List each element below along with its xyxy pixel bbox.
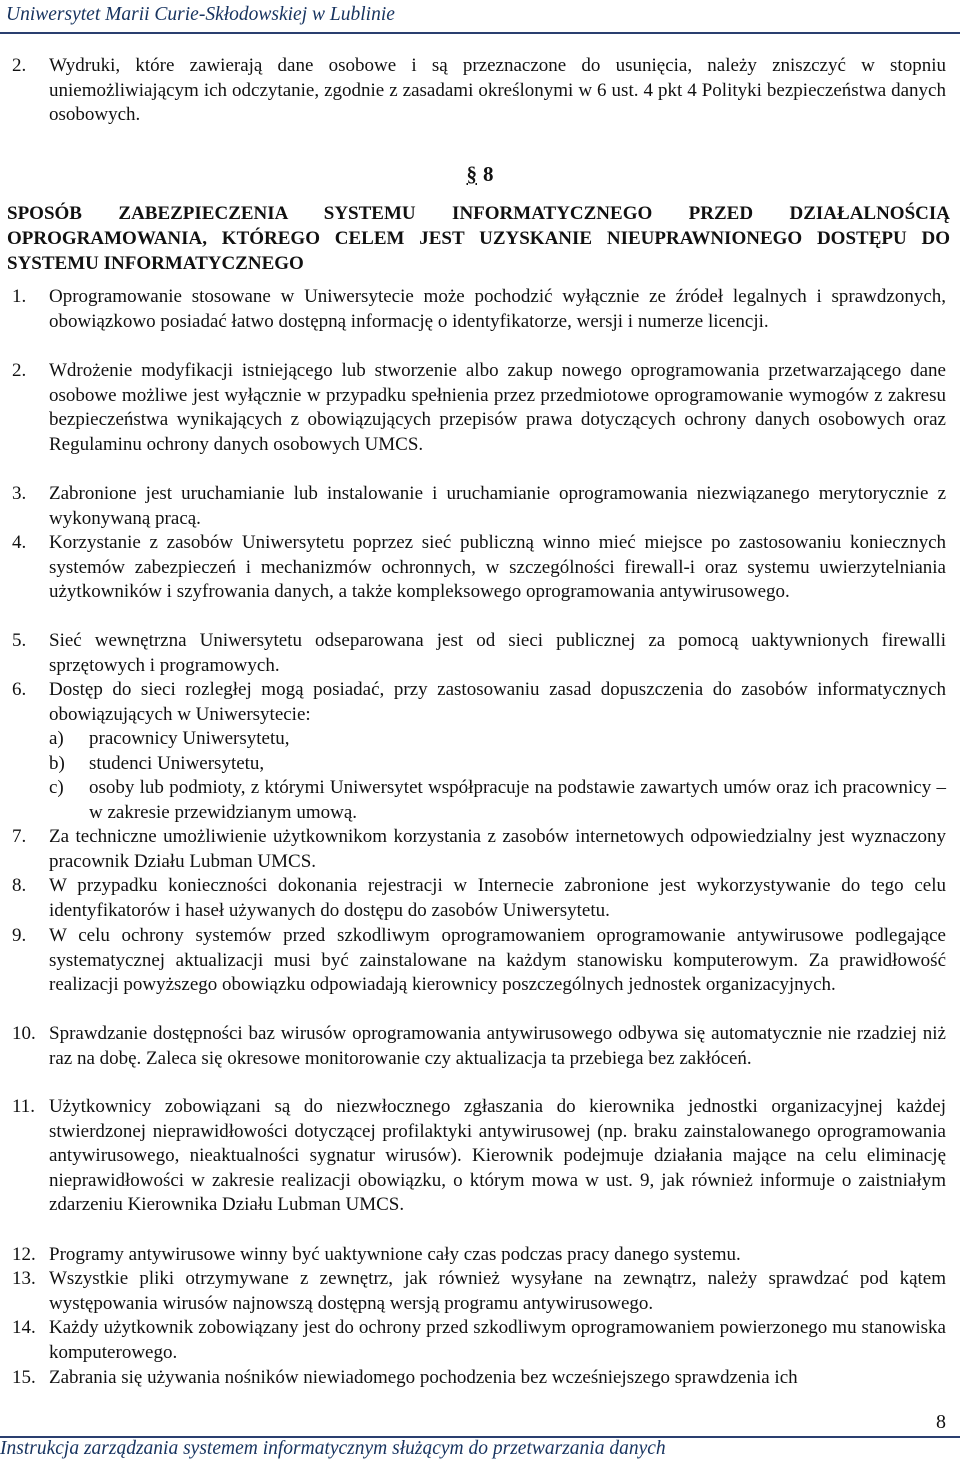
item-number: 2. [12,55,27,76]
list-item [12,359,946,457]
sub-item-letter: c) [49,777,64,798]
section-number: 8 [483,162,494,186]
list-item [12,629,946,678]
item-text: Korzystanie z zasobów Uniwersytetu poprzez sieć publiczną winno mieć miejsce po zastosowaniu koniecznych systemów zabezpieczeń i mechanizmów ochronnych, w szczególności firewall-i oraz systemu uwierzytelniania użytkowników i szyfrowania danych, a także kompleksowego oprogramowania antywirusowego. [49,532,946,602]
item-text: W celu ochrony systemów przed szkodliwym oprogramowaniem oprogramowanie antywirusowe podlegające systematycznej aktualizacji musi być zainstalowane na każdym stanowisku komputerowym. Za prawidłowość realizacji powyższego obowiązku odpowiadają kierownicy poszczególnych jednostek organizacyjnych. [49,925,946,995]
page-number: 8 [936,1411,946,1433]
sub-list-item [49,727,946,752]
item-text: Wdrożenie modyfikacji istniejącego lub stworzenie albo zakup nowego oprogramowania przetwarzającego dane osobowe możliwe jest wyłącznie w przypadku spełnienia przez przedmiotowe oprogramowanie wymogów z zakresu bezpieczeństwa wynikających z obowiązujących przepisów prawa dotyczących ochrony danych osobowych oraz Regulaminu ochrony danych osobowych UMCS. [49,360,946,455]
item-text: Oprogramowanie stosowane w Uniwersytecie może pochodzić wyłącznie ze źródeł legalnych i sprawdzonych, obowiązkowo posiadać łatwo dostępną informację o identyfikatorze, wersji i numerze licencji. [49,286,946,332]
section-title: SPOSÓB ZABEZPIECZENIA SYSTEMU INFORMATYCZNEGO PRZED DZIAŁALNOŚCIĄ OPROGRAMOWANIA, KTÓREGO CELEM JEST UZYSKANIE NIEUPRAWNIONEGO DOSTĘPU DO SYSTEMU INFORMATYCZNEGO [7,203,950,274]
item-text: Sprawdzanie dostępności baz wirusów oprogramowania antywirusowego odbywa się automatycznie nie rzadziej niż raz na dobę. Zaleca się okresowe monitorowanie czy aktualizacja ta przebiega bez zakłóceń. [49,1023,946,1069]
item-text: Wszystkie pliki otrzymywane z zewnętrz, jak również wysyłane na zewnątrz, należy sprawdzać pod kątem występowania wirusów najnowszą dostępną wersją programu antywirusowego. [49,1268,946,1314]
item-number: 2. [12,360,27,381]
item-number: 14. [12,1317,36,1338]
item-number: 1. [12,286,27,307]
sub-item-text: osoby lub podmioty, z którymi Uniwersytet współpracuje na podstawie zawartych umów oraz ich pracownicy – w zakresie przewidzianym umową. [89,777,946,823]
item-number: 10. [12,1023,36,1044]
item-number: 13. [12,1268,36,1289]
list-item [12,482,946,531]
item-text: Sieć wewnętrzna Uniwersytetu odseparowana jest od sieci publicznej za pomocą uaktywnionych firewalli sprzętowych i programowych. [49,630,946,676]
list-item [12,285,946,334]
document-footer: Instrukcja zarządzania systemem informatycznym służącym do przetwarzania danych [0,1438,666,1459]
list-item [12,1316,946,1365]
list-item [12,874,946,923]
item-number: 3. [12,483,27,504]
sub-item-text: studenci Uniwersytetu, [89,752,265,774]
item-text: Zabrania się używania nośników niewiadomego pochodzenia bez wcześniejszego sprawdzenia ich [49,1367,798,1388]
list-item [12,924,946,998]
item-text: Programy antywirusowe winny być uaktywnione cały czas podczas pracy danego systemu. [49,1244,741,1265]
list-item [12,1022,946,1071]
item-text: Dostęp do sieci rozległej mogą posiadać, przy zastosowaniu zasad dopuszczenia do zasobów informatycznych obowiązujących w Uniwersytecie: [49,679,946,725]
sub-item-text: pracownicy Uniwersytetu, [89,728,290,749]
item-number: 6. [12,679,27,700]
section-symbol: § [466,162,477,186]
sub-item-letter: b) [49,752,65,774]
item-number: 8. [12,875,27,896]
list-item [12,678,946,825]
list-item [12,1366,946,1391]
item-text: Wydruki, które zawierają dane osobowe i są przeznaczone do usunięcia, należy zniszczyć w stopniu uniemożliwiającym ich odczytanie, zgodnie z zasadami określonymi w 6 ust. 4 pkt 4 Polityki bezpieczeństwa danych osobowych. [49,55,946,125]
item-number: 9. [12,925,27,946]
list-item [12,531,946,605]
item-text: Za techniczne umożliwienie użytkownikom korzystania z zasobów internetowych odpowiedzialny jest wyznaczony pracownik Działu Lubman UMCS. [49,826,946,872]
list-item [12,1095,946,1218]
item-number: 7. [12,826,27,847]
list-item [12,1243,946,1268]
item-number: 11. [12,1096,36,1117]
section-heading [0,162,960,187]
list-item [12,825,946,874]
item-text: Każdy użytkownik zobowiązany jest do ochrony przed szkodliwym oprogramowaniem powierzonego mu stanowiska komputerowego. [49,1317,946,1363]
item-text: Zabronione jest uruchamianie lub instalowanie i uruchamianie oprogramowania niezwiązanego merytorycznie z wykonywaną pracą. [49,483,946,529]
item-number: 12. [12,1244,36,1265]
item-number: 5. [12,630,27,651]
item-text: W przypadku konieczności dokonania rejestracji w Internecie zabronione jest wykorzystywanie do tego celu identyfikatorów i haseł używanych do dostępu do zasobów Uniwersytetu. [49,875,946,921]
sub-list-item [49,752,946,777]
sub-list-item [49,776,946,825]
header-divider [0,32,960,34]
item-number: 4. [12,532,27,553]
sub-item-letter: a) [49,728,64,749]
list-item [12,54,946,128]
item-text: Użytkownicy zobowiązani są do niezwłocznego zgłaszania do kierownika jednostki organizacyjnej każdej stwierdzonej nieprawidłowości dotyczącej profilaktyki antywirusowej (np. braku zainstalowanego oprogramowania antywirusowego, nieaktualności sygnatur wirusów). Kierownik podejmuje działania mające na celu eliminację nieprawidłowości w zakresie realizacji obowiązku, o którym mowa w ust. 9, jak również informuje o zaistniałym zdarzeniu Kierownika Działu Lubman UMCS. [49,1096,946,1215]
list-item [12,1267,946,1316]
item-number: 15. [12,1367,36,1388]
sub-list [49,727,946,825]
document-header: Uniwersytet Marii Curie-Skłodowskiej w Lublinie [6,4,395,25]
